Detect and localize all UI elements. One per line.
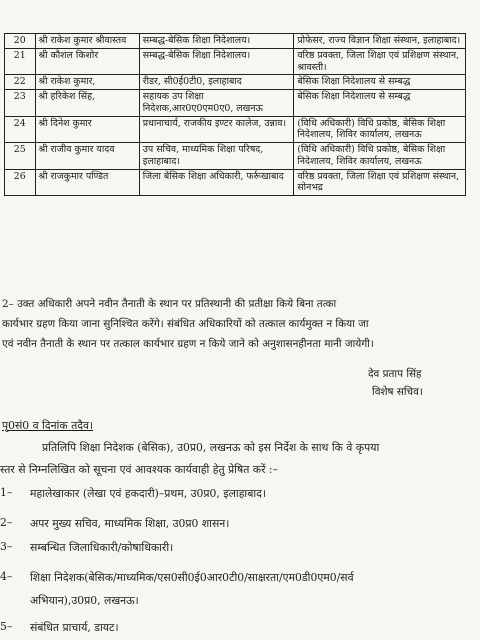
new-posting-cell: (विधि अधिकारी) विधि प्रकोष्ठ, बेसिक शिक्षा निदेशालय, शिविर कार्यालय, लखनऊ bbox=[294, 143, 466, 170]
list-item-number: 3– bbox=[0, 540, 13, 553]
new-posting-cell: (विधि अधिकारी) विधि प्रकोष्ठ, बेसिक शिक्षा निदेशालय, शिविर कार्यालय, लखनऊ bbox=[294, 116, 466, 143]
table-row bbox=[5, 48, 466, 75]
current-post-cell: रीडर, सी0ई0टी0, इलाहाबाद bbox=[139, 75, 294, 90]
current-post-cell: सहायक उप शिक्षा निदेशक,आर0ए0एम0ए0, लखनऊ bbox=[139, 90, 294, 117]
copy-intro-line-1: प्रतिलिपि शिक्षा निदेशक (बेसिक), उ0प्र0, लखनऊ को इस निर्देश के साथ कि वे कृपया bbox=[42, 441, 380, 454]
table-row bbox=[5, 75, 466, 90]
officer-name-cell: श्री राजीव कुमार यादव bbox=[35, 143, 139, 170]
signatory-name: देव प्रताप सिंह bbox=[368, 368, 422, 380]
officer-name-cell: श्री राकेश कुमार श्रीवास्तव bbox=[35, 34, 139, 49]
officer-name-cell: श्री राजकुमार पण्डित bbox=[35, 169, 139, 196]
table-row bbox=[5, 90, 466, 117]
new-posting-cell: प्रोफेसर, राज्य विज्ञान शिक्षा संस्थान, इलाहाबाद। bbox=[294, 34, 466, 49]
table-row bbox=[5, 143, 466, 170]
list-item-number: 5– bbox=[0, 620, 13, 633]
paragraph-2-line-1: 2– उक्त अधिकारी अपने नवीन तैनाती के स्थान पर प्रतिस्थानी की प्रतीक्षा किये बिना तत्का bbox=[2, 298, 337, 310]
current-post-cell: सम्बद्ध-बेसिक शिक्षा निदेशालय। bbox=[139, 34, 294, 49]
current-post-cell: प्रधानाचार्य, राजकीय इण्टर कालेज, उन्नाव। bbox=[139, 116, 294, 143]
serial-number-cell: 22 bbox=[5, 75, 36, 90]
current-post-cell: उप सचिव, माध्यमिक शिक्षा परिषद, इलाहाबाद। bbox=[139, 143, 294, 170]
paragraph-2-line-2: कार्यभार ग्रहण किया जाना सुनिश्चित करेंगे। संबंधित अधिकारियों को तत्काल कार्यमुक्त न किया जा bbox=[2, 318, 369, 330]
current-post-cell: जिला बेसिक शिक्षा अधिकारी, फर्रूखाबाद bbox=[139, 169, 294, 196]
list-item: अभियान),उ0प्र0, लखनऊ। bbox=[30, 594, 139, 607]
list-item-number: 1– bbox=[0, 486, 13, 499]
officer-name-cell: श्री हरिकेश सिंह, bbox=[35, 90, 139, 117]
copy-heading: पृ0सं0 व दिनांक तदैव। bbox=[2, 419, 94, 432]
new-posting-cell: बेसिक शिक्षा निदेशालय से सम्बद्ध bbox=[294, 90, 466, 117]
officer-name-cell: श्री दिनेश कुमार bbox=[35, 116, 139, 143]
officer-name-cell: श्री राकेश कुमार, bbox=[35, 75, 139, 90]
serial-number-cell: 20 bbox=[5, 34, 36, 49]
list-item: संबंधित प्राचार्य, डायट। bbox=[30, 621, 119, 634]
new-posting-cell: वरिष्ठ प्रवक्ता, जिला शिक्षा एवं प्रशिक्षण संस्थान, श्रावस्ती। bbox=[294, 48, 466, 75]
serial-number-cell: 26 bbox=[5, 169, 36, 196]
signatory-designation: विशेष सचिव। bbox=[372, 386, 423, 398]
new-posting-cell: बेसिक शिक्षा निदेशालय से सम्बद्ध bbox=[294, 75, 466, 90]
officer-name-cell: श्री कौशल किशोर bbox=[35, 48, 139, 75]
list-item: सम्बन्धित जिलाधिकारी/कोषाधिकारी। bbox=[30, 541, 174, 554]
table-row bbox=[5, 116, 466, 143]
officer-transfer-table bbox=[4, 33, 466, 196]
current-post-cell: सम्बद्ध-बेसिक शिक्षा निदेशालय। bbox=[139, 48, 294, 75]
serial-number-cell: 24 bbox=[5, 116, 36, 143]
serial-number-cell: 25 bbox=[5, 143, 36, 170]
list-item: अपर मुख्य सचिव, माध्यमिक शिक्षा, उ0प्र0 शासन। bbox=[30, 517, 230, 530]
paragraph-2-line-3: एवं नवीन तैनाती के स्थान पर तत्काल कार्यभार ग्रहण न किये जाने को अनुशासनहीनता मानी जायेगी। bbox=[2, 338, 374, 350]
list-item-number: 4– bbox=[0, 570, 13, 583]
list-item: शिक्षा निदेशक(बेसिक/माध्यमिक/एस0सी0ई0आर0टी0/साक्षरता/एम0डी0एम0/सर्व bbox=[30, 571, 354, 584]
list-item-number: 2– bbox=[0, 516, 13, 529]
table-row bbox=[5, 169, 466, 196]
copy-intro-line-2: स्तर से निम्नलिखित को सूचना एवं आवश्यक कार्यवाही हेतु प्रेषित करें :– bbox=[0, 463, 278, 476]
table-row bbox=[5, 34, 466, 49]
list-item: महालेखाकार (लेखा एवं हकदारी)–प्रथम, उ0प्र0, इलाहाबाद। bbox=[30, 487, 267, 500]
new-posting-cell: वरिष्ठ प्रवक्ता, जिला शिक्षा एवं प्रशिक्षण संस्थान, सोनभद्र bbox=[294, 169, 466, 196]
serial-number-cell: 23 bbox=[5, 90, 36, 117]
serial-number-cell: 21 bbox=[5, 48, 36, 75]
